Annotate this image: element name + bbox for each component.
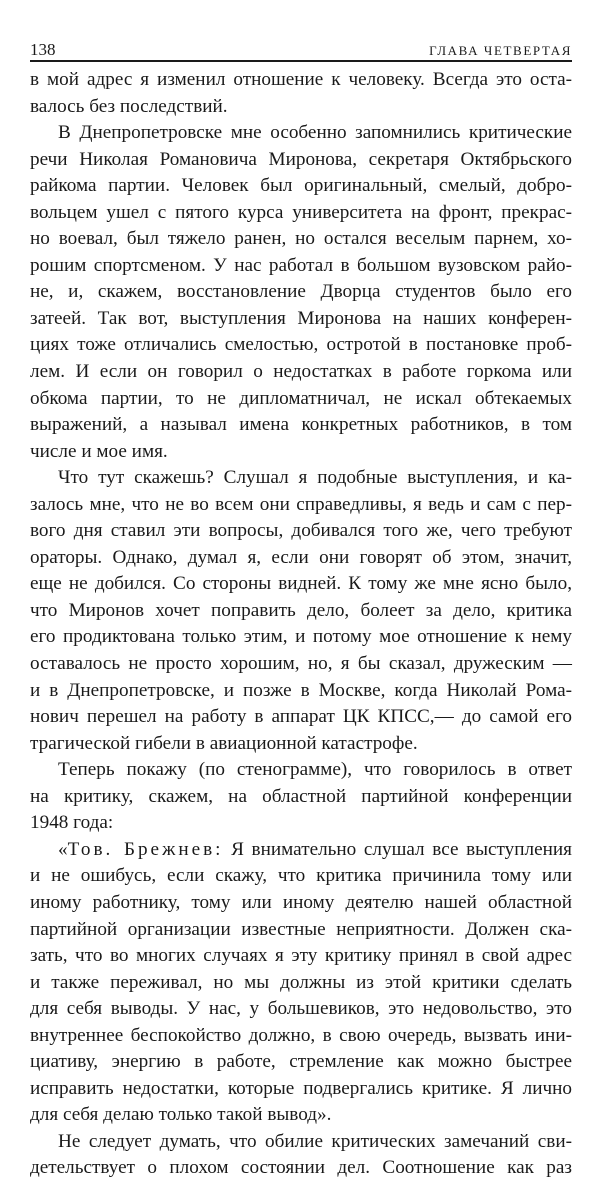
paragraph-start-line: Что тут скажешь? Слушал я подобные выступления, и ка- xyxy=(58,467,572,489)
text-line: не, и, скажем, восстановление Дворца студентов было его xyxy=(30,281,572,303)
text-line: иному работнику, тому или иному деятелю нашей областной xyxy=(30,891,572,913)
paragraph-start-line: В Днепропетровске мне особенно запомнились критические xyxy=(58,122,572,144)
page-number: 138 xyxy=(30,40,56,59)
text-line: для себя выводы. У нас, у большевиков, это недовольство, это xyxy=(30,998,572,1020)
text-line: вого дня ставил эти вопросы, добивался того же, чего требуют xyxy=(30,520,572,542)
text-line: детельствует о плохом состоянии дел. Соотношение как раз xyxy=(30,1157,572,1179)
paragraph-start-line: Не следует думать, что обилие критических замечаний сви- xyxy=(58,1130,572,1152)
text-line: но воевал, был тяжело ранен, но остался веселым парнем, хо- xyxy=(30,228,572,250)
text-line: рошим спортсменом. У нас работал в большом вузовском райо- xyxy=(30,254,572,276)
quote-start-line xyxy=(30,837,572,864)
text-line: райкома партии. Человек был оригинальный, смелый, добро- xyxy=(30,175,572,197)
text-line: 1948 года: xyxy=(30,812,114,834)
text-line: обкома партии, то не дипломатничал, не искал обтекаемых xyxy=(30,387,572,409)
text-line: лем. И если он говорил о недостатках в работе горкома или xyxy=(30,361,572,383)
text-line: внутреннее беспокойство должно, в свою очередь, вызвать ини- xyxy=(30,1024,572,1046)
text-line: что Миронов хочет поправить дело, болеет за дело, критика xyxy=(30,599,572,621)
text-line: оставалось не просто хорошим, но, я бы сказал, дружеским — xyxy=(30,653,572,675)
text-line: вольцем ушел с пятого курса университета на фронт, прекрас- xyxy=(30,201,572,223)
text-line: в мой адрес я изменил отношение к человеку. Всегда это оста- xyxy=(30,69,572,90)
text-line: его продиктована только этим, и потому мое отношение к нему xyxy=(30,626,572,648)
text-line: для себя делаю только такой вывод». xyxy=(30,1104,332,1126)
text-line: партийной организации известные неприятности. Должен ска- xyxy=(30,918,572,940)
text-line: на критику, скажем, на областной партийной конференции xyxy=(30,785,572,807)
text-line: и не ошибусь, если скажу, что критика причинила тому или xyxy=(30,865,572,887)
text-line: затеей. Так вот, выступления Миронова на наших конферен- xyxy=(30,307,572,329)
text-line: и также переживал, но мы должны из этой критики сделать xyxy=(30,971,572,993)
page-header xyxy=(30,38,572,62)
quote-text: Я внимательно слушал все выступления xyxy=(231,838,572,860)
text-line: выражений, а называл имена конкретных работников, в том xyxy=(30,414,572,436)
text-line: циях тоже отличались смелостью, остротой в постановке проб- xyxy=(30,334,572,356)
text-line: нович перешел на работу в аппарат ЦК КПСС,— до самой его xyxy=(30,706,572,728)
chapter-running-head: ГЛАВА ЧЕТВЕРТАЯ xyxy=(429,43,572,58)
paragraph-start-line: Теперь покажу (по стенограмме), что говорилось в ответ xyxy=(58,759,572,781)
text-line: числе и мое имя. xyxy=(30,440,168,462)
text-line: валось без последствий. xyxy=(30,95,228,117)
text-line: исправить недостатки, которые подвергались критике. Я лично xyxy=(30,1077,572,1099)
text-line: ораторы. Однако, думал я, если они говорят об этом, значит, xyxy=(30,546,572,568)
text-line: еще не добился. Со стороны видней. К тому же мне ясно было, xyxy=(30,573,572,595)
text-line: зать, что во многих случаях я эту критику принял в свой адрес xyxy=(30,945,572,967)
text-line: трагической гибели в авиационной катастрофе. xyxy=(30,732,418,754)
text-line: циативу, энергию в работе, стремление как можно быстрее xyxy=(30,1051,572,1073)
text-line: залось мне, что не во всем они справедливы, я ведь и сам с пер- xyxy=(30,493,572,515)
text-line: речи Николая Романовича Миронова, секретаря Октябрьского xyxy=(30,148,572,170)
quote-open-mark: « xyxy=(58,838,68,860)
quote-speaker: Тов. Брежнев: xyxy=(67,838,224,860)
text-line: и в Днепропетровске, и позже в Москве, когда Николай Рома- xyxy=(30,679,572,701)
body-text xyxy=(30,67,572,1182)
